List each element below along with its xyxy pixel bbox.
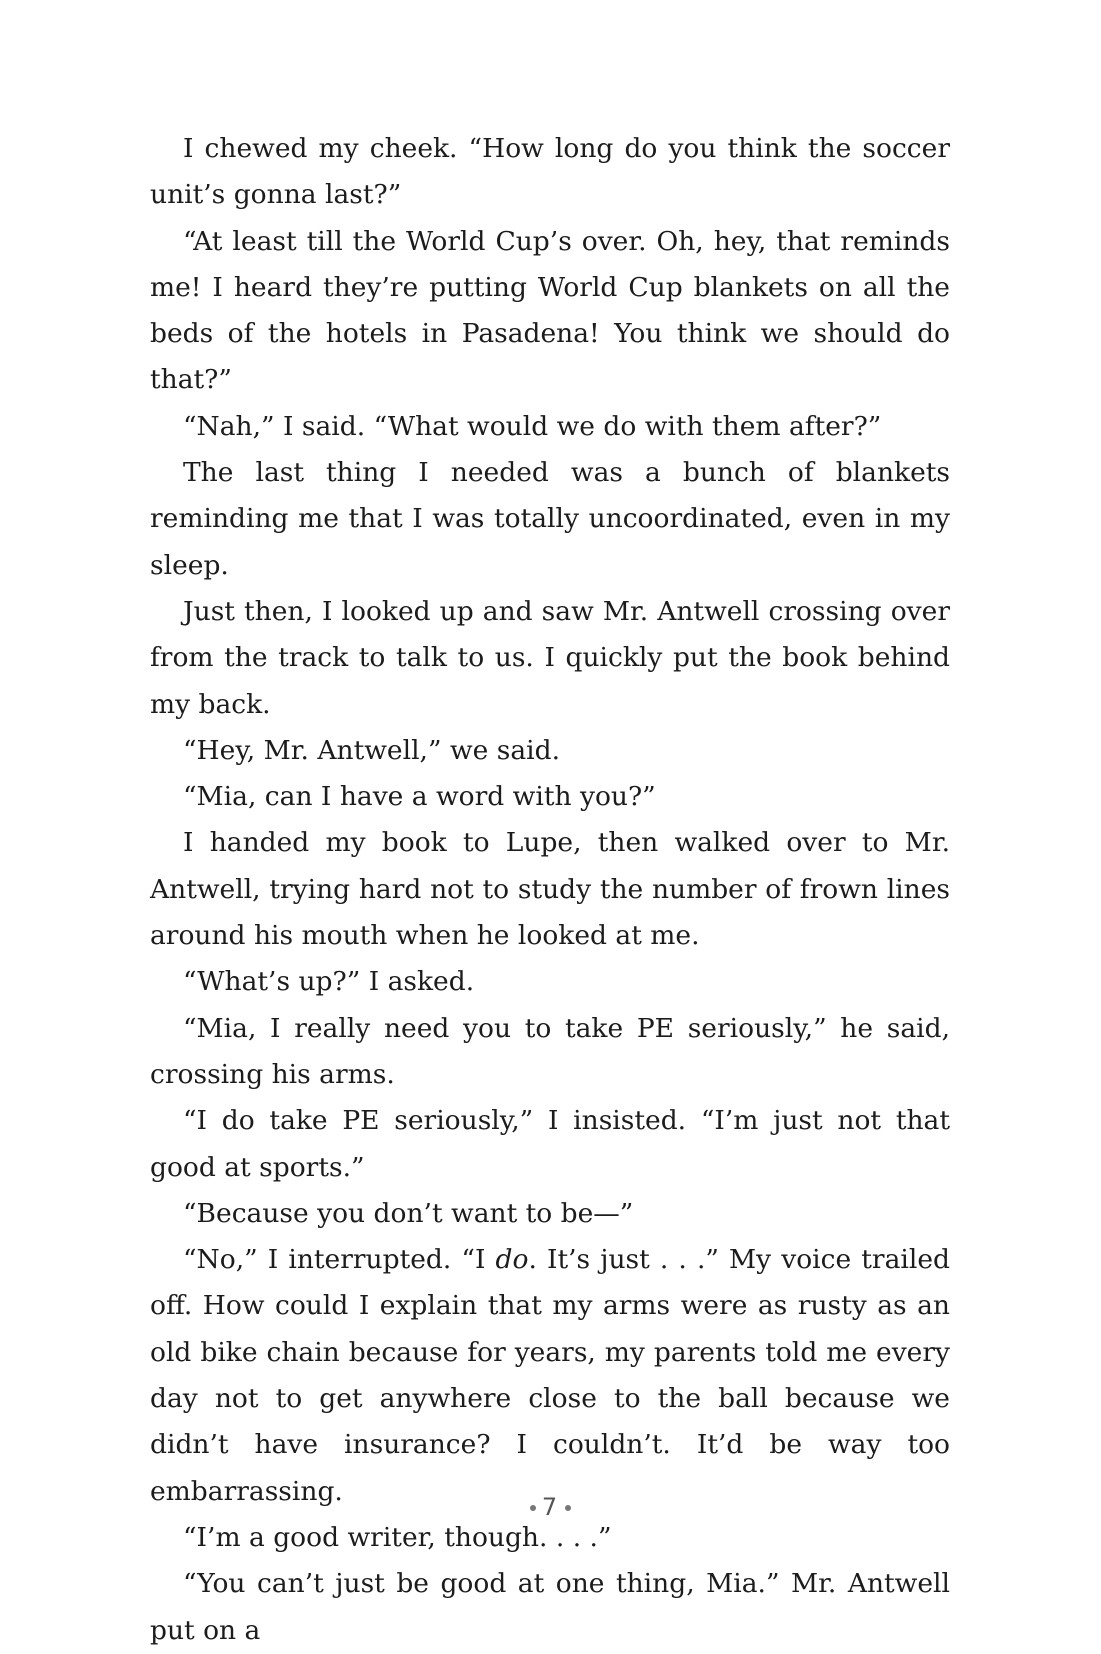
bullet-icon xyxy=(565,1505,571,1511)
paragraph: The last thing I needed was a bunch of blankets reminding me that I was totally uncoordinated, even in my sleep. xyxy=(150,457,950,581)
paragraph: I chewed my cheek. “How long do you think the soccer unit’s gonna last?” xyxy=(150,133,950,211)
paragraph: “Nah,” I said. “What would we do with them after?” xyxy=(183,410,882,442)
body-text xyxy=(150,126,950,1654)
paragraph: Just then, I looked up and saw Mr. Antwell crossing over from the track to talk to us. I quickly put the book behind my back. xyxy=(150,595,950,720)
bullet-icon xyxy=(530,1505,536,1511)
paragraph: “What’s up?” I asked. xyxy=(183,966,475,998)
paragraph: “Mia, can I have a word with you?” xyxy=(183,781,656,813)
paragraph: I handed my book to Lupe, then walked over to Mr. Antwell, trying hard not to study the number of frown lines around his mouth when he looked at me. xyxy=(150,827,950,952)
paragraph: “I’m a good writer, though. . . .” xyxy=(183,1521,612,1553)
paragraph-text: . It’s just . . .” My voice trailed off. How could I explain that my arms were as rusty as an old bike chain because for years, my parents told me every day not to get anywhere close to the ball because we didn’t have insurance? I couldn’t. It’d be way too embarrassing. xyxy=(150,1244,950,1507)
paragraph: “Mia, I really need you to take PE seriously,” he said, crossing his arms. xyxy=(150,1012,950,1090)
paragraph: “Hey, Mr. Antwell,” we said. xyxy=(183,734,560,766)
paragraph: “Because you don’t want to be—” xyxy=(183,1197,634,1229)
emphasis-text: do xyxy=(495,1244,529,1276)
paragraph-text: “No,” I interrupted. “I xyxy=(183,1244,496,1276)
page-number-value: 7 xyxy=(541,1493,560,1521)
paragraph xyxy=(150,1237,950,1515)
paragraph: “I do take PE seriously,” I insisted. “I’m just not that good at sports.” xyxy=(150,1105,950,1183)
page-number xyxy=(0,1493,1101,1521)
paragraph: “You can’t just be good at one thing, Mia.” Mr. Antwell put on a xyxy=(150,1568,950,1646)
paragraph: “At least till the World Cup’s over. Oh, hey, that reminds me! I heard they’re putting World Cup blankets on all the beds of the hotels in Pasadena! You think we should do that?” xyxy=(150,225,950,396)
